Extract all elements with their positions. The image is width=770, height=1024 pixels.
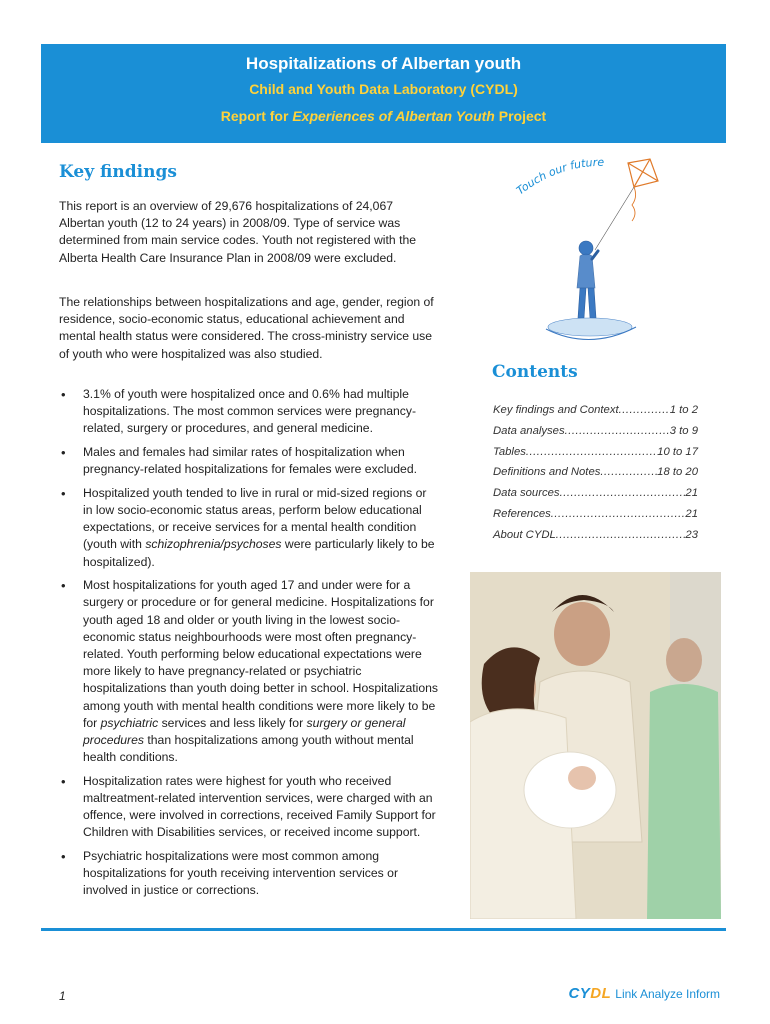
finding-emphasis: schizophrenia/psychoses [145, 537, 282, 552]
toc-leader [565, 421, 670, 442]
child-with-kite-illustration [510, 155, 680, 355]
toc-pages: 10 to 17 [657, 445, 698, 458]
bullet-icon: • [61, 849, 66, 865]
report-prefix: Report for [220, 108, 293, 124]
list-item [59, 485, 439, 571]
toc-leader [619, 400, 670, 421]
toc-label: References [493, 507, 551, 520]
finding-text: Hospitalization rates were highest for youth who received maltreatment-related intervention services, were charged with an offence, were involved in corrections, received Family Support for Children with Disabilities services, or received income support. [83, 773, 436, 840]
bullet-icon: • [61, 578, 66, 594]
list-item [59, 773, 439, 842]
cydl-logo [568, 985, 611, 1002]
toc-pages: 18 to 20 [657, 466, 698, 479]
finding-text: Males and females had similar rates of hospitalization when pregnancy-related hospitalizations for females were excluded. [83, 445, 417, 477]
finding-text: 3.1% of youth were hospitalized once and 0.6% had multiple hospitalizations. The most common services were pregnancy-related, surgery or procedures, and general medicine. [83, 387, 417, 436]
finding-text: Hospitalized youth tended to live in rural or mid-sized regions or in low socio-economic status areas, perform below educational expectations, or receive services for a mental health condition (youth with [83, 485, 427, 552]
relationships-paragraph: The relationships between hospitalizations and age, gender, region of residence, socio-economic status, educational achievement and mental health status were considered. The cross-ministry service use of youth who were hospitalized was also studied. [59, 295, 434, 361]
logo-part: CY [568, 985, 591, 1002]
photo-illustration [470, 572, 721, 919]
toc-label: Tables [493, 445, 526, 458]
finding-text: were particularly likely to be hospitalized). [83, 537, 435, 569]
toc-item[interactable] [493, 525, 698, 546]
toc-pages: 1 to 2 [669, 404, 698, 416]
finding-text: than hospitalizations among youth without mental health conditions. [83, 733, 414, 765]
finding-emphasis: surgery or general procedures [83, 715, 406, 748]
toc-leader [600, 462, 657, 483]
bullet-icon: • [61, 445, 66, 460]
toc-label: Key findings and Context [493, 404, 619, 416]
toc-item[interactable] [493, 504, 698, 525]
finding-text: Psychiatric hospitalizations were most common among hospitalizations for youth receiving intervention services or involved in justice or corrections. [83, 849, 399, 898]
footer-branding [568, 985, 720, 1002]
toc-item[interactable] [493, 400, 698, 421]
findings-list [59, 386, 439, 906]
toc-pages: 21 [685, 487, 698, 500]
bullet-icon: • [61, 773, 66, 789]
title-banner [41, 44, 726, 143]
toc-leader [560, 483, 686, 504]
report-subtitle: Child and Youth Data Laboratory (CYDL) [249, 81, 518, 97]
toc-leader [551, 504, 686, 525]
page-number: 1 [59, 989, 66, 1003]
list-item [59, 848, 439, 900]
toc-leader [556, 525, 686, 546]
toc-pages: 23 [685, 528, 698, 541]
kite-caption: Touch our future [514, 155, 605, 198]
logo-part: DL [590, 985, 612, 1002]
footer-divider [41, 928, 726, 931]
report-project-name: Experiences of Albertan Youth [292, 108, 495, 124]
contents-heading: Contents [492, 362, 578, 382]
table-of-contents [493, 400, 698, 546]
intro-paragraph: This report is an overview of 29,676 hospitalizations of 24,067 Albertan youth (12 to 24 years) in 2008/09. Type of service was determined from main service codes. Youth not registered with the Alberta Health Care Insurance Plan in 2008/09 were excluded. [59, 199, 417, 265]
report-title: Hospitalizations of Albertan youth [245, 54, 522, 73]
toc-item[interactable] [493, 421, 698, 442]
footer-tagline: Link Analyze Inform [615, 986, 720, 1001]
toc-label: About CYDL [493, 528, 556, 541]
report-suffix: Project [494, 108, 547, 124]
finding-text: Most hospitalizations for youth aged 17 and under were for a surgery or procedure or for general medicine. Hospitalizations for youth aged 18 and older or youth living in the lowest socio-economic status neighbourhoods were most often pregnancy-related. Youth performing below educational expectations were more likely to have pregnancy-related or psychiatric hospitalizations than youth doing better in school. Hospitalizations among youth with mental health conditions were more likely to be for [83, 578, 439, 730]
toc-pages: 21 [685, 507, 698, 520]
toc-label: Data analyses [493, 424, 565, 437]
finding-text: services and less likely for [158, 715, 307, 730]
finding-emphasis: psychiatric [100, 715, 159, 730]
toc-item[interactable] [493, 462, 698, 483]
list-item [59, 577, 439, 766]
toc-label: Data sources [493, 487, 560, 500]
toc-pages: 3 to 9 [669, 424, 698, 437]
toc-item[interactable] [493, 442, 698, 463]
toc-leader [526, 442, 657, 463]
key-findings-heading: Key findings [59, 162, 177, 182]
toc-item[interactable] [493, 483, 698, 504]
bullet-icon: • [61, 485, 66, 501]
report-project-line [41, 108, 726, 124]
list-item [59, 386, 439, 438]
toc-label: Definitions and Notes [493, 466, 601, 479]
bullet-icon: • [61, 387, 66, 402]
hospital-family-photo [470, 572, 721, 919]
list-item [59, 444, 439, 478]
